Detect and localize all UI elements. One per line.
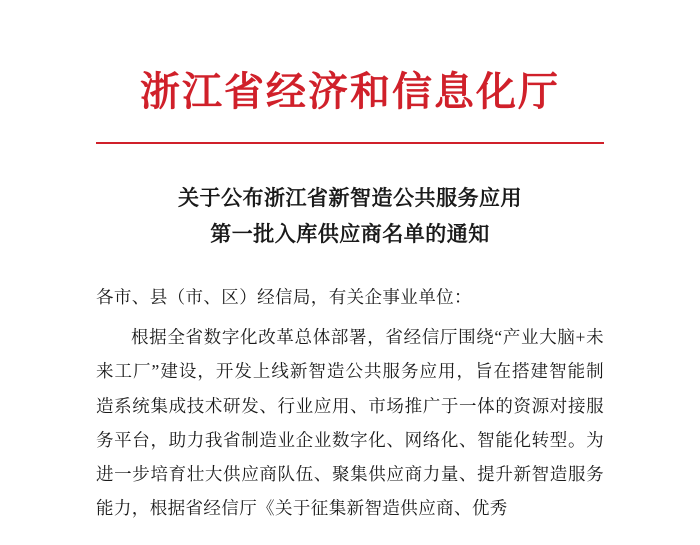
document-title bbox=[96, 180, 604, 252]
document-masthead: 浙江省经济和信息化厅 bbox=[140, 68, 560, 115]
masthead-divider bbox=[96, 142, 604, 144]
document-title-line-2: 第一批入库供应商名单的通知 bbox=[210, 221, 490, 247]
document-salutation: 各市、县（市、区）经信局，有关企事业单位： bbox=[96, 287, 472, 308]
document-title-line-1: 关于公布浙江省新智造公共服务应用 bbox=[178, 185, 522, 210]
document-paragraph-1: 根据全省数字化改革总体部署，省经信厅围绕“产业大脑+未来工厂”建设，开发上线新智造公共服务应用，旨在搭建智能制造系统集成技术研发、行业应用、市场推广于一体的资源对接服务平台，助力我省制造业企业数字化、网络化、智能化转型。为进一步培育壮大供应商队伍、聚集供应商力量、提升新智造服务能力，根据省经信厅《关于征集新智造供应商、优秀 bbox=[96, 327, 604, 518]
